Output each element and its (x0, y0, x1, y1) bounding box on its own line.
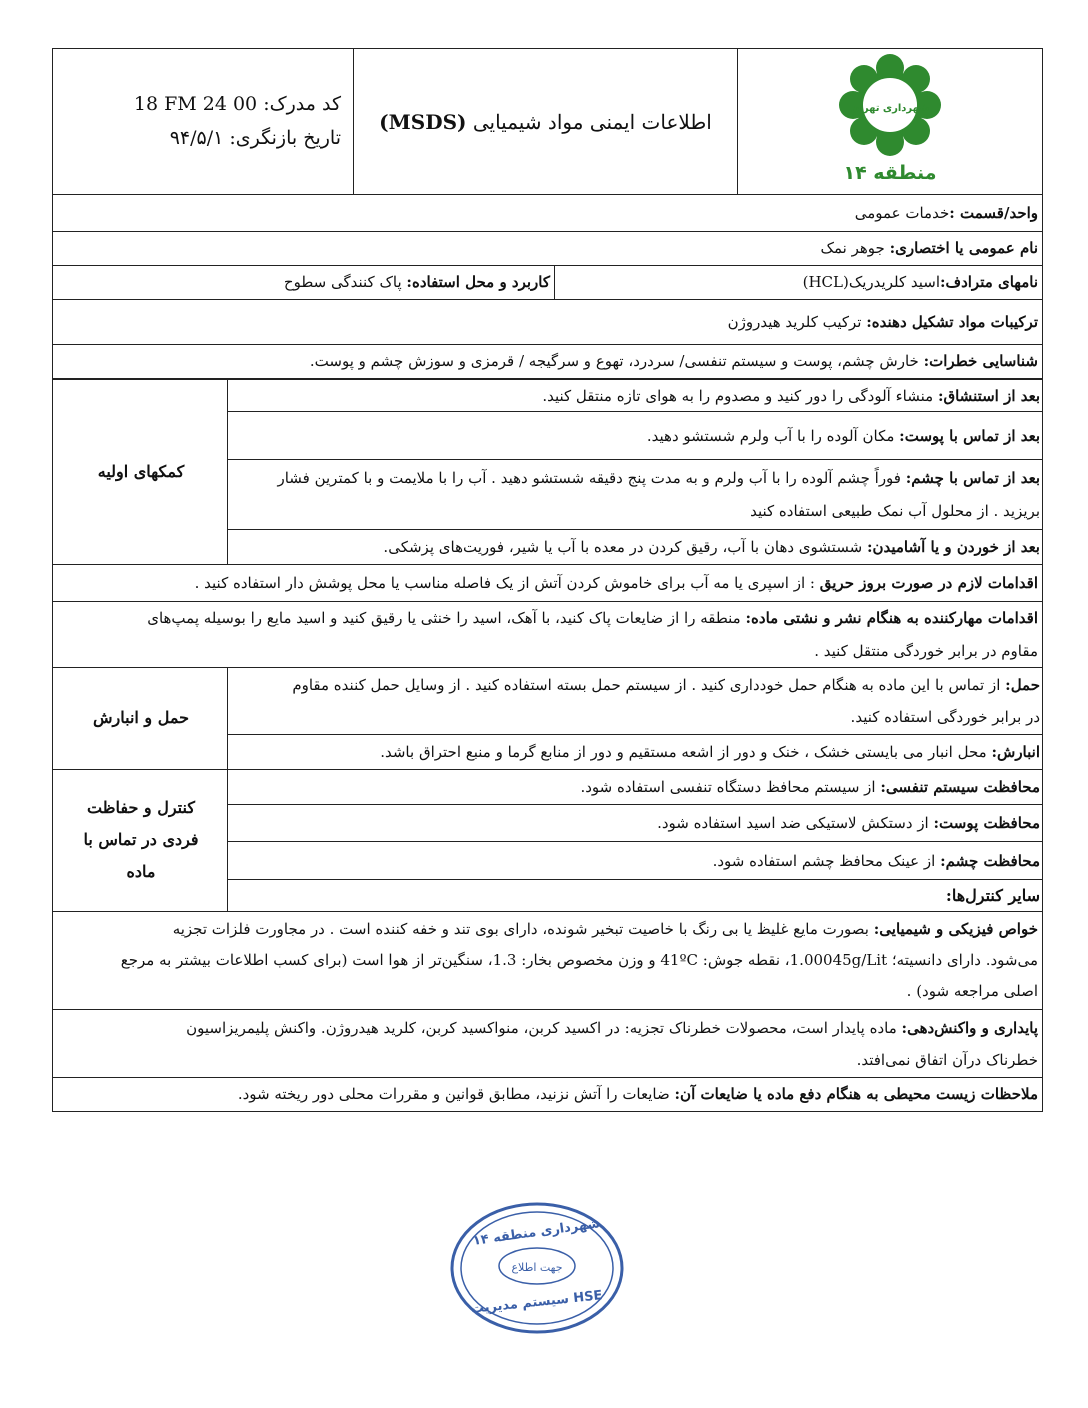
first-aid-skin: بعد از تماس با پوست: مکان آلوده را با آب ولرم شستشو دهید. (228, 412, 1043, 460)
ppe-group-label: کنترل و حفاظت فردی در تماس با ماده (53, 770, 228, 912)
first-aid-group-label: کمکهای اولیه (53, 380, 228, 565)
handling-group-label: حمل و انبارش (53, 668, 228, 769)
first-aid-ingestion: بعد از خوردن و یا آشامیدن: شستشوی دهان با آب، رقیق کردن در معده با آب یا شیر، فوریت‌های پزشکی. (228, 530, 1043, 565)
fire-row: اقدامات لازم در صورت بروز حریق : از اسپری یا مه آب برای خاموش کردن آتش از یک فاصله مناسب یا محل پوشش دار استفاده کنید . (52, 565, 1043, 602)
handling-transport: حمل: از تماس با این ماده به هنگام حمل خودداری کنید . از سیستم حمل بسته استفاده کنید . از وسایل حمل کننده مقاوم در برابر خوردگی استفاده کنید. (228, 668, 1043, 734)
document-header (52, 48, 1043, 195)
spill-row: اقدامات مهارکننده به هنگام نشر و نشتی ماده: منطقه را از ضایعات پاک کنید، با آهک، اسید را خنثی یا رقیق کنید و اسید مایع را بوسیله پمپ‌های مقاوم در برابر خوردگی منتقل کنید . (52, 602, 1043, 668)
stamp-bottom-text: سیستم مدیریت HSE (470, 1288, 604, 1317)
title-cell (353, 49, 737, 194)
ppe-other: سایر کنترل‌ها: (228, 880, 1043, 912)
logo-district-text: منطقه ۱۴ (843, 162, 937, 184)
meta-cell (53, 49, 353, 194)
first-aid-inhalation: بعد از استنشاق: منشاء آلودگی را دور کنید و مصدوم را به هوای تازه منتقل کنید. (228, 380, 1043, 412)
logo-cell (737, 49, 1042, 194)
hazards-row: شناسایی خطرات: خارش چشم، پوست و سیستم تنفسی/ سردرد، تهوع و سرگیجه / قرمزی و سوزش چشم و پوست. (52, 345, 1043, 379)
stability-row: پایداری و واکنش‌دهی: ماده پایدار است، محصولات خطرناک تجزیه: در اکسید کربن، منواکسید کربن، کلرید هیدروژن. واکنش پلیمریزاسیون خطرناک درآن اتفاق نمی‌افتد. (52, 1010, 1043, 1078)
synonyms-usage-row (52, 266, 1043, 300)
first-aid-table (52, 379, 1043, 565)
document-code: کد مدرک: 18 FM 24 00 (133, 93, 341, 115)
usage-cell: کاربرد و محل استفاده: پاک کنندگی سطوح (283, 273, 550, 291)
logo-calligraphy: شهرداری تهران (850, 103, 930, 114)
ppe-respiratory: محافظت سیستم تنفسی: از سیستم محافظ دستگاه تنفسی استفاده شود. (228, 770, 1043, 805)
composition-row: ترکیبات مواد تشکیل دهنده: ترکیب کلرید هیدروژن (52, 300, 1043, 345)
revision-date: تاریخ بازنگری: ۹۴/۵/۱ (169, 127, 341, 149)
municipality-logo (830, 53, 950, 188)
hse-stamp (447, 1198, 627, 1338)
ppe-table (52, 770, 1043, 913)
properties-row: خواص فیزیکی و شیمیایی: بصورت مایع غلیظ یا بی رنگ با خاصیت تبخیر شونده، دارای بوی تند و خفه کننده است . در مجاورت فلزات تجزیه می‌شود. دارای دانسیته؛ 1.00045g/Lit، نقطه جوش: 41ºC و وزن مخصوص بخار: 1.3، سنگین‌تر از هوا است (برای کسب اطلاعات بیشتر به مرجع اصلی مراجعه شود) . (52, 912, 1043, 1010)
ppe-skin: محافظت پوست: از دستکش لاستیکی ضد اسید استفاده شود. (228, 805, 1043, 842)
handling-table (52, 668, 1043, 770)
stamp-top-text: شهرداری منطقه ۱۴ (472, 1216, 602, 1249)
handling-storage: انبارش: محل انبار می بایستی خشک ، خنک و دور از اشعه مستقیم و دور از منابع گرما و منبع احتراق باشد. (228, 734, 1043, 769)
synonyms-cell: نامهای مترادف:اسید کلریدریک(HCL) (554, 266, 1042, 299)
unit-row: واحد/قسمت :خدمات عمومی (52, 195, 1043, 232)
msds-document (52, 48, 1043, 1112)
common-name-row: نام عمومی یا اختصاری: جوهر نمک (52, 232, 1043, 266)
document-title: اطلاعات ایمنی مواد شیمیایی (MSDS) (379, 109, 712, 134)
environment-row: ملاحظات زیست محیطی به هنگام دفع ماده یا ضایعات آن: ضایعات را آتش نزنید، مطابق قوانین و مقررات محلی دور ریخته شود. (52, 1078, 1043, 1112)
stamp-middle-text: جهت اطلاع (511, 1261, 563, 1274)
ppe-eye: محافظت چشم: از عینک محافظ چشم استفاده شود. (228, 842, 1043, 880)
first-aid-eye: بعد از تماس با چشم: فوراً چشم آلوده را با آب ولرم و به مدت پنج دقیقه شستشو دهید . آب را با ملایمت و با کمترین فشار بریزید . از محلول آب نمک طبیعی استفاده کنید (228, 460, 1043, 530)
